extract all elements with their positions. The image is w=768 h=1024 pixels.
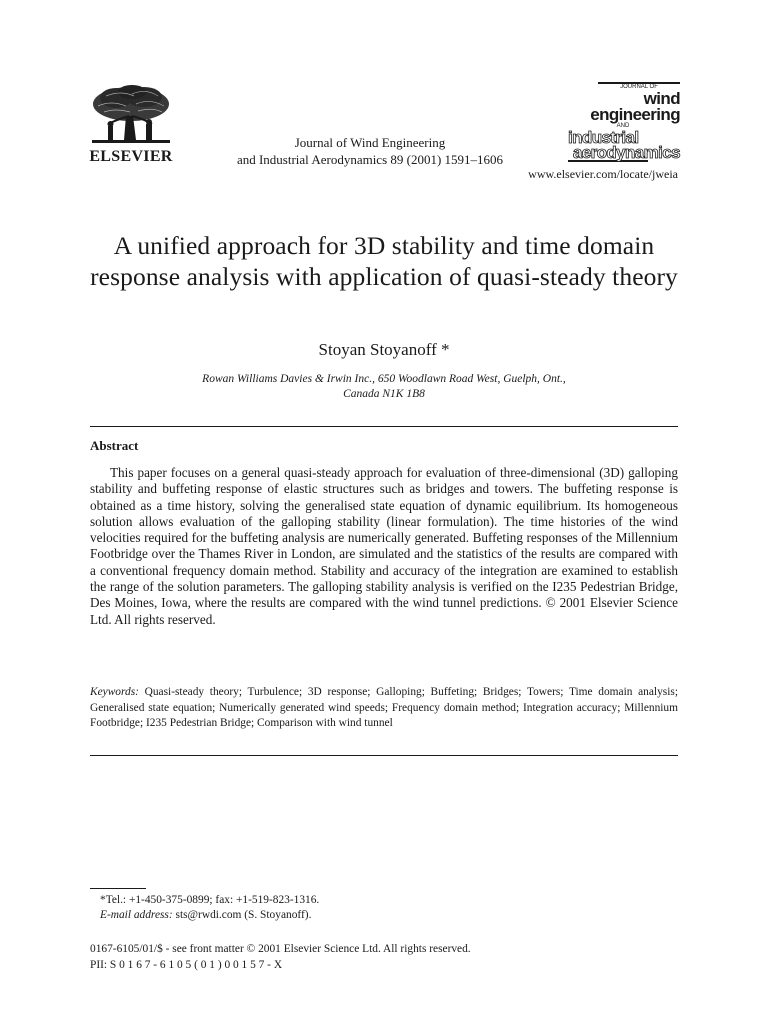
publisher-name: ELSEVIER <box>89 148 173 165</box>
keywords-list: Quasi-steady theory; Turbulence; 3D response; Galloping; Buffeting; Bridges; Towers; Time domain analysis; Generalised state equation; Numerically generated wind speeds; Frequency domain method; Integration accuracy; Millennium Footbridge; I235 Pedestrian Bridge; Comparison with wind tunnel <box>90 686 678 729</box>
keywords-label: Keywords: <box>90 686 139 698</box>
abstract-body: This paper focuses on a general quasi-steady approach for evaluation of three-dimensional (3D) galloping stability and buffeting response of elastic structures such as bridges and towers. The buffeting response is obtained as a time history, solving the generalised state equation of dynamic equilibrium. Its homogeneous solution allows evaluation of the galloping stability (linear formulation). The time histories of the wind velocities required for the buffeting analysis are numerically generated. Buffeting responses of the Millennium Footbridge over the Thames River in London, are simulated and the statistics of the results are compared with a conventional frequency domain method. Stability and accuracy of the integration are examined to establish the range of the solution parameters. The galloping stability analysis is verified on the I235 Pedestrian Bridge, Des Moines, Iowa, where the results are compared with the wind tunnel predictions. © 2001 Elsevier Science Ltd. All rights reserved. <box>90 465 678 627</box>
front-matter <box>90 941 471 973</box>
author-footnote <box>100 893 319 923</box>
abstract-heading: Abstract <box>90 438 139 453</box>
footnote-email <box>100 908 319 923</box>
journal-logo-aerodynamics: aerodynamics <box>572 143 680 162</box>
author-affiliation <box>140 372 628 402</box>
journal-citation <box>210 134 530 168</box>
keywords <box>90 685 678 732</box>
journal-logo-industrial: industrial <box>568 128 639 147</box>
journal-citation-line2: and Industrial Aerodynamics 89 (2001) 1591–1606 <box>236 152 504 167</box>
journal-citation-line1: Journal of Wind Engineering <box>294 135 446 150</box>
pii-line: PII: S 0 1 6 7 - 6 1 0 5 ( 0 1 ) 0 0 1 5 7 - X <box>90 959 283 971</box>
journal-logo-journal-of: JOURNAL OF <box>620 84 658 90</box>
copyright-line: 0167-6105/01/$ - see front matter © 2001 Elsevier Science Ltd. All rights reserved. <box>90 943 471 955</box>
paper-title: A unified approach for 3D stability and time domain response analysis with application of quasi-steady theory <box>90 231 678 291</box>
footnote-tel-fax: *Tel.: +1-450-375-0899; fax: +1-519-823-1316. <box>100 894 320 906</box>
journal-logo <box>566 82 680 162</box>
footnote-divider <box>90 888 146 889</box>
email-address[interactable]: sts@rwdi.com (S. Stoyanoff). <box>175 909 312 921</box>
author-name: Stoyan Stoyanoff * <box>318 340 450 359</box>
affiliation-line2: Canada N1K 1B8 <box>343 388 425 400</box>
journal-logo-and: AND <box>616 123 630 129</box>
email-label: E-mail address: <box>100 909 173 921</box>
abstract-bottom-divider <box>90 755 678 756</box>
affiliation-line1: Rowan Williams Davies & Irwin Inc., 650 Woodlawn Road West, Guelph, Ont., <box>202 373 566 385</box>
abstract-top-divider <box>90 426 678 427</box>
journal-logo-wind-engineering: wind engineering <box>590 89 680 124</box>
journal-url-link[interactable]: www.elsevier.com/locate/jweia <box>528 167 678 181</box>
